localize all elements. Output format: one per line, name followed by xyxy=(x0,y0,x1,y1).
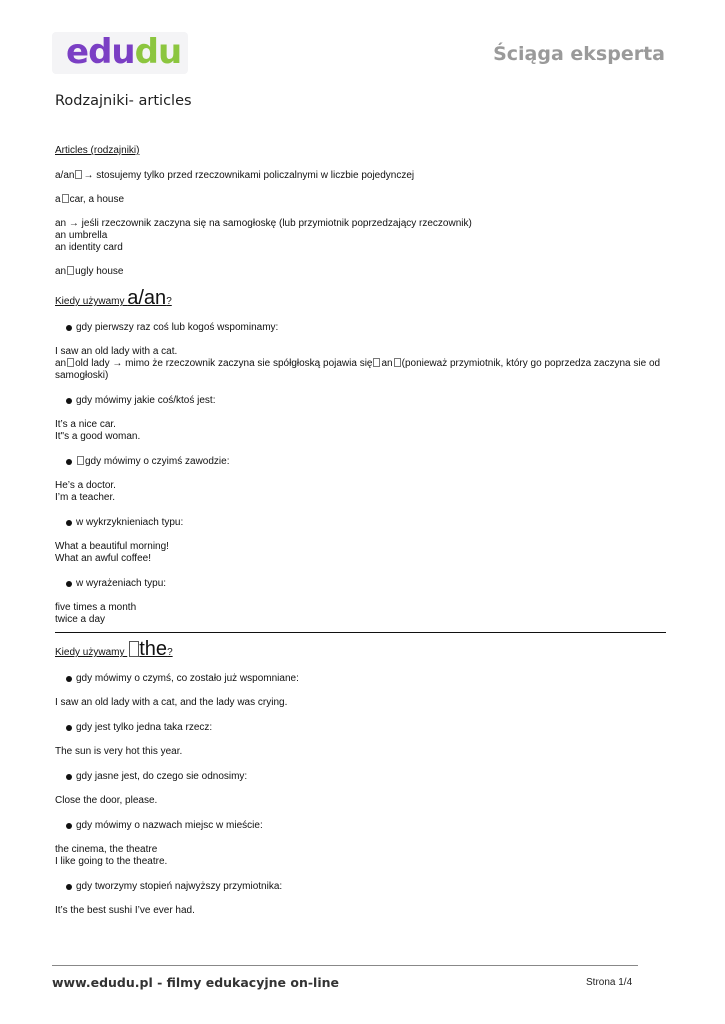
list-item: gdy pierwszy raz coś lub kogoś wspominamy: xyxy=(66,322,670,334)
text-fragment: (ponieważ przymiotnik, który go poprzedza zaczyna sie od xyxy=(401,358,661,369)
text-fragment: an xyxy=(381,358,393,369)
list-item: gdy mówimy o czymś, co zostało już wspomniane: xyxy=(66,673,670,685)
list-item: gdy mówimy o nazwach miejsc w mieście: xyxy=(66,820,670,832)
text-line: the cinema, the theatre xyxy=(55,844,158,855)
text-fragment: Kiedy używamy xyxy=(55,647,128,658)
missing-glyph-icon xyxy=(373,358,380,367)
text-fragment: ugly house xyxy=(75,266,124,277)
text-line: Close the door, please. xyxy=(55,795,158,806)
bullet-list xyxy=(55,517,670,529)
logo-letter: u xyxy=(111,32,135,72)
text-line: twice a day xyxy=(55,614,106,625)
text-fragment: an xyxy=(55,358,67,369)
bullet-list xyxy=(55,673,670,685)
text-line: I saw an old lady with a cat, and the lady was crying. xyxy=(55,697,288,708)
logo-letter: d xyxy=(134,32,158,72)
text-fragment: Kiedy używamy xyxy=(55,296,128,307)
text-line: He’s a doctor. xyxy=(55,480,116,491)
missing-glyph-icon xyxy=(77,456,84,465)
footer-divider xyxy=(52,965,638,966)
text-fragment: ? xyxy=(167,647,173,658)
missing-glyph-icon xyxy=(62,194,69,203)
text-line: What a beautiful morning! xyxy=(55,541,169,552)
bullet-list xyxy=(55,395,670,407)
bullet-list xyxy=(55,578,670,590)
list-item: gdy mówimy jakie coś/ktoś jest: xyxy=(66,395,670,407)
text-line: I saw an old lady with a cat. xyxy=(55,346,178,357)
text-line: I’m a teacher. xyxy=(55,492,116,503)
edudu-logo[interactable] xyxy=(66,30,181,74)
text-fragment: → stosujemy tylko przed rzeczownikami policzalnymi w liczbie pojedynczej xyxy=(83,170,415,181)
text-line xyxy=(55,358,670,370)
document-title: Rodzajniki- articles xyxy=(55,93,192,109)
text-fragment: an xyxy=(55,266,67,277)
question-heading-a-an xyxy=(55,288,670,312)
missing-glyph-icon xyxy=(75,170,82,179)
text-fragment: old lady → mimo że rzeczownik zaczyna sie spółgłoską pojawia się xyxy=(75,358,373,369)
text-line: It’s the best sushi I’ve ever had. xyxy=(55,905,195,916)
text-fragment: car, a house xyxy=(69,194,125,205)
missing-glyph-icon xyxy=(67,358,74,367)
text-fragment: the xyxy=(139,638,168,660)
list-item: gdy jest tylko jedna taka rzecz: xyxy=(66,722,670,734)
bullet-list xyxy=(55,456,670,468)
text-line: an identity card xyxy=(55,242,123,253)
text-line: It"s a good woman. xyxy=(55,431,141,442)
bullet-list xyxy=(55,322,670,334)
list-item: gdy tworzymy stopień najwyższy przymiotnika: xyxy=(66,881,670,893)
list-item: w wykrzyknieniach typu: xyxy=(66,517,670,529)
text-fragment: ? xyxy=(166,296,172,307)
text-fragment: a/an xyxy=(55,170,75,181)
text-line xyxy=(55,266,670,278)
document-body xyxy=(55,145,670,917)
list-item xyxy=(66,456,670,468)
missing-glyph-icon xyxy=(129,641,139,657)
missing-glyph-icon xyxy=(67,266,74,275)
bullet-list xyxy=(55,722,670,734)
brand-tagline: Ściąga eksperta xyxy=(493,43,665,65)
text-line: What an awful coffee! xyxy=(55,553,151,564)
text-line: an umbrella xyxy=(55,230,108,241)
text-line: It’s a nice car. xyxy=(55,419,116,430)
section-heading: Articles (rodzajniki) xyxy=(55,145,140,156)
text-line xyxy=(55,170,670,182)
footer-site-link[interactable]: www.edudu.pl - filmy edukacyjne on-line xyxy=(52,975,339,990)
list-item: gdy jasne jest, do czego sie odnosimy: xyxy=(66,771,670,783)
logo-letter: e xyxy=(66,32,89,72)
text-line: five times a month xyxy=(55,602,137,613)
list-item: w wyrażeniach typu: xyxy=(66,578,670,590)
page-number: Strona 1/4 xyxy=(586,977,633,988)
text-line xyxy=(55,194,670,206)
bullet-list xyxy=(55,820,670,832)
question-heading-the xyxy=(55,639,670,663)
text-fragment: a xyxy=(55,194,61,205)
logo-letter: d xyxy=(88,32,112,72)
bullet-list xyxy=(55,881,670,893)
text-fragment: a/an xyxy=(127,287,167,309)
logo-letter: u xyxy=(157,32,182,72)
text-line: The sun is very hot this year. xyxy=(55,746,183,757)
text-line: I like going to the theatre. xyxy=(55,856,168,867)
text-fragment: gdy mówimy o czyimś zawodzie: xyxy=(85,456,230,467)
text-line: samogłoski) xyxy=(55,370,109,381)
text-line: an → jeśli rzeczownik zaczyna się na samogłoskę (lub przymiotnik poprzedzający rzeczownik) xyxy=(55,218,472,229)
bullet-list xyxy=(55,771,670,783)
missing-glyph-icon xyxy=(394,358,401,367)
